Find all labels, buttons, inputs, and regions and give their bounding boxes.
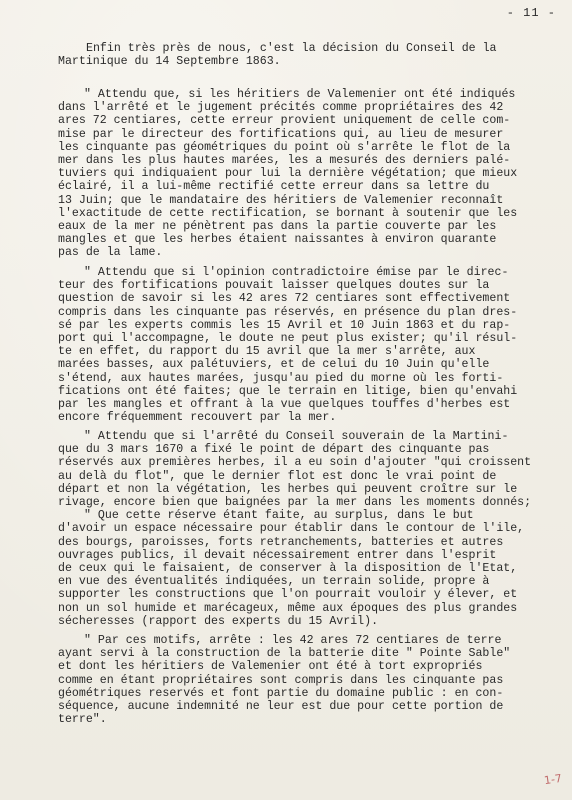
- text-line: que du 3 mars 1670 a fixé le point de départ des cinquante pas: [58, 443, 490, 457]
- text-line: teur des fortifications pouvait laisser quelques doutes sur la: [58, 279, 490, 293]
- text-line: eaux de la mer ne pénètrent pas dans la partie couverte par les: [58, 220, 497, 234]
- text-line: au delà du flot", que le dernier flot est donc le vrai point de: [58, 469, 497, 483]
- paragraph-intro: [58, 42, 544, 68]
- page-number: - 11 -: [506, 6, 556, 20]
- paragraph-motifs: [58, 634, 544, 726]
- text-line: Martinique du 14 Septembre 1863.: [58, 55, 281, 69]
- text-line: port qui l'accompagne, le doute ne peut plus exister; qu'il résul-: [58, 332, 518, 346]
- text-line: mer dans les plus hautes marées, les a mesurés des derniers palé-: [58, 154, 511, 168]
- text-line: sé par les experts commis les 15 Avril et 10 Juin 1863 et du rap-: [58, 318, 511, 332]
- text-line: sécheresses (rapport des experts du 15 Avril).: [58, 614, 379, 628]
- text-line: mise par le directeur des fortifications qui, au lieu de mesurer: [58, 127, 504, 141]
- text-line: dans l'arrêté et le jugement précités comme propriétaires des 42: [58, 101, 504, 115]
- text-line: de ceux qui le faisaient, de conserver à la disposition de l'Etat,: [58, 562, 518, 576]
- text-line: mangles et que les herbes étaient naissantes à environ quarante: [58, 233, 497, 247]
- text-line: rivage, encore bien que baignées par la mer dans les moments donnés;: [58, 496, 532, 510]
- text-line: séquence, aucune indemnité ne leur est due pour cette portion de: [58, 700, 504, 714]
- paragraph-attendu-3: [58, 430, 544, 628]
- text-line: marées basses, aux palétuviers, et de celui du 10 Juin qu'elle: [58, 358, 490, 372]
- text-line: s'étend, aux hautes marées, jusqu'au pied du morne où les forti-: [58, 371, 504, 385]
- text-line: Enfin très près de nous, c'est la décision du Conseil de la: [86, 42, 497, 55]
- paragraph-attendu-1: [58, 88, 544, 260]
- text-line: éclairé, il a lui-même rectifié cette erreur dans sa lettre du: [58, 180, 490, 194]
- text-line: 13 Juin; que le mandataire des héritiers de Valemenier reconnaît: [58, 193, 504, 207]
- text-line: terre".: [58, 713, 107, 727]
- text-line: géométriques reservés et font partie du domaine public : en con-: [58, 686, 504, 700]
- text-line: ouvrages publics, il devait nécessairement entrer dans l'esprit: [58, 548, 497, 562]
- text-line: l'exactitude de cette rectification, se bornant à soutenir que les: [58, 206, 518, 220]
- text-line: compris dans les cinquante pas réservés, en présence du plan dres-: [58, 305, 518, 319]
- text-line: et dont les héritiers de Valemenier ont été à tort expropriés: [58, 660, 483, 674]
- text-line: non un sol humide et marécageux, même aux époques des plus grandes: [58, 601, 518, 615]
- text-line: " Attendu que, si les héritiers de Valemenier ont été indiqués: [84, 88, 516, 101]
- text-line: en vue des éventualités indiquées, un terrain solide, propre à: [58, 575, 490, 589]
- text-line: fications ont été faites; que le terrain en litige, bien qu'envahi: [58, 384, 518, 398]
- text-line: encore fréquemment recouvert par la mer.: [58, 411, 337, 425]
- text-line: tuviers qui indiquaient pour lui la dernière végétation; que mieux: [58, 167, 518, 181]
- text-line: des bourgs, paroisses, forts retranchements, batteries et autres: [58, 535, 504, 549]
- text-line: comme en étant propriétaires sont compris dans les cinquante pas: [58, 673, 504, 687]
- text-line: départ et non la végétation, les herbes qui peuvent croître sur le: [58, 482, 518, 496]
- text-line: ayant servi à la construction de la batterie dite " Pointe Sable": [58, 647, 511, 661]
- text-line: d'avoir un espace nécessaire pour établir dans le contour de l'ile,: [58, 522, 525, 536]
- text-line: supporter les constructions que l'on pourrait vouloir y élever, et: [58, 588, 518, 602]
- text-line: te en effet, du rapport du 15 avril que la mer s'arrête, aux: [58, 345, 476, 359]
- text-line: par les mangles et offrant à la vue quelques touffes d'herbes est: [58, 398, 511, 412]
- text-line: réservés aux premières herbes, il a eu soin d'ajouter "qui croissent: [58, 456, 532, 470]
- corner-handwritten-mark: 1-7: [543, 771, 563, 788]
- text-line: ares 72 centiares, cette erreur provient uniquement de celle com-: [58, 114, 511, 128]
- paragraph-attendu-2: [58, 266, 544, 424]
- text-line: pas de la lame.: [58, 246, 163, 260]
- text-line: " Par ces motifs, arrête : les 42 ares 72 centiares de terre: [84, 634, 502, 647]
- text-line: les cinquante pas géométriques du point où s'arrête le flot de la: [58, 140, 511, 154]
- text-line: " Que cette réserve étant faite, au surplus, dans le but: [84, 509, 474, 523]
- text-line: " Attendu que si l'opinion contradictoire émise par le direc-: [84, 266, 509, 279]
- text-line: question de savoir si les 42 ares 72 centiares sont effectivement: [58, 292, 511, 306]
- text-line: " Attendu que si l'arrêté du Conseil souverain de la Martini-: [84, 430, 509, 443]
